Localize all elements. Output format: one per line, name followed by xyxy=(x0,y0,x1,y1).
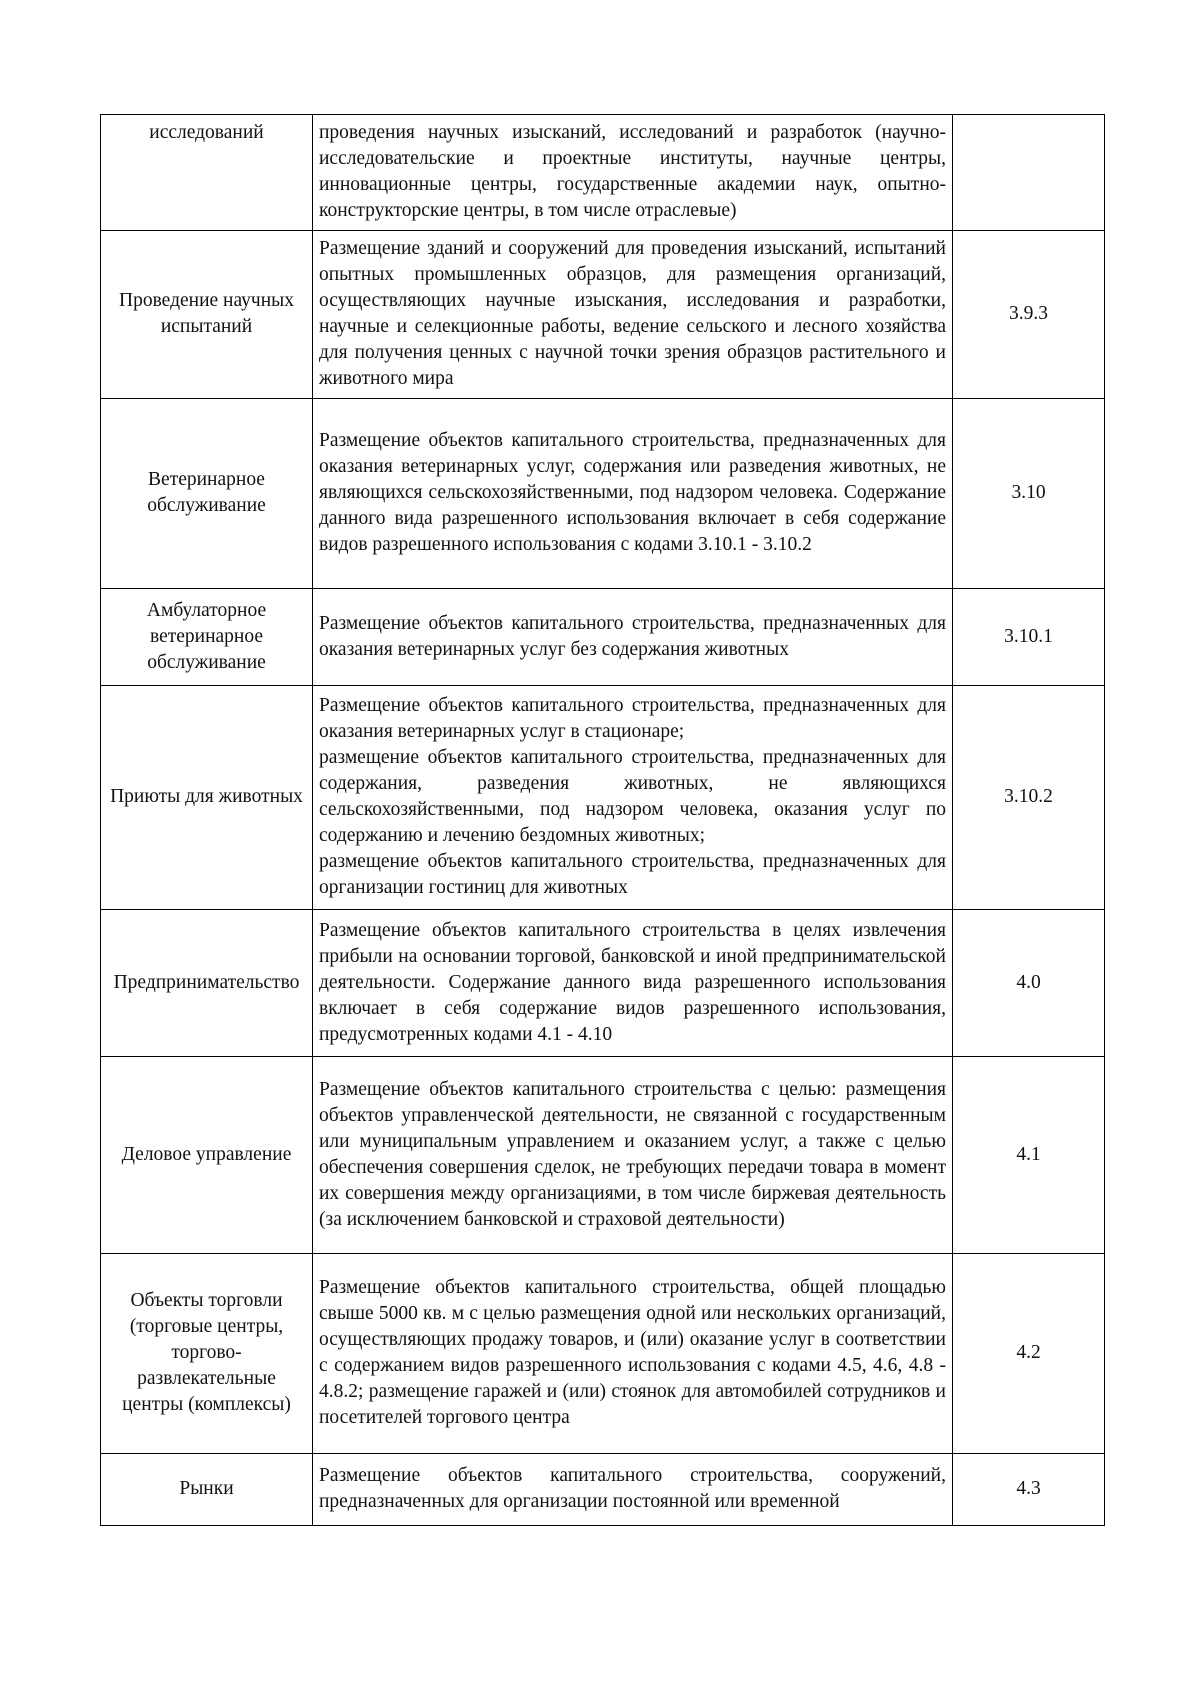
use-type-code: 4.3 xyxy=(953,1454,1105,1526)
document-page xyxy=(100,114,1104,1526)
use-type-description: Размещение объектов капитального строительства, предназначенных для оказания ветеринарных услуг без содержания животных xyxy=(313,589,953,686)
use-type-code: 4.0 xyxy=(953,910,1105,1057)
table-row xyxy=(101,1454,1105,1526)
description-paragraph: размещение объектов капитального строительства, предназначенных для содержания, разведения животных, не являющихся сельскохозяйственными, под надзором человека, оказания услуг по содержанию и лечению бездомных животных; xyxy=(319,747,946,846)
use-type-code: 3.10 xyxy=(953,399,1105,589)
table-row xyxy=(101,589,1105,686)
use-type-name: Объекты торговли (торговые центры, торгово-развлекательные центры (комплексы) xyxy=(101,1254,313,1454)
land-use-table xyxy=(100,114,1105,1526)
use-type-description: Размещение объектов капитального строительства с целью: размещения объектов управленческой деятельности, не связанной с государственным или муниципальным управлением и оказанием услуг, а также с целью обеспечения совершения сделок, не требующих передачи товара в момент их совершения между организациями, в том числе биржевая деятельность (за исключением банковской и страховой деятельности) xyxy=(313,1057,953,1254)
use-type-name: Ветеринарное обслуживание xyxy=(101,399,313,589)
use-type-name: Рынки xyxy=(101,1454,313,1526)
table-row xyxy=(101,686,1105,910)
use-type-description: проведения научных изысканий, исследований и разработок (научно-исследовательские и проектные институты, научные центры, инновационные центры, государственные академии наук, опытно-конструкторские центры, в том числе отраслевые) xyxy=(313,115,953,231)
use-type-code: 3.10.2 xyxy=(953,686,1105,910)
use-type-code: 3.9.3 xyxy=(953,231,1105,399)
table-row xyxy=(101,1254,1105,1454)
use-type-name: Проведение научных испытаний xyxy=(101,231,313,399)
use-type-description: Размещение объектов капитального строительства, сооружений, предназначенных для организации постоянной или временной xyxy=(313,1454,953,1526)
use-type-description: Размещение зданий и сооружений для проведения изысканий, испытаний опытных промышленных образцов, для размещения организаций, осуществляющих научные изыскания, исследования и разработки, научные и селекционные работы, ведение сельского и лесного хозяйства для получения ценных с научной точки зрения образцов растительного и животного мира xyxy=(313,231,953,399)
table-row xyxy=(101,399,1105,589)
use-type-description: Размещение объектов капитального строительства, общей площадью свыше 5000 кв. м с целью размещения одной или нескольких организаций, осуществляющих продажу товаров, и (или) оказание услуг в соответствии с содержанием видов разрешенного использования с кодами 4.5, 4.6, 4.8 - 4.8.2; размещение гаражей и (или) стоянок для автомобилей сотрудников и посетителей торгового центра xyxy=(313,1254,953,1454)
use-type-description: Размещение объектов капитального строительства, предназначенных для оказания ветеринарных услуг, содержания или разведения животных, не являющихся сельскохозяйственными, под надзором человека. Содержание данного вида разрешенного использования включает в себя содержание видов разрешенного использования с кодами 3.10.1 - 3.10.2 xyxy=(313,399,953,589)
use-type-description: Размещение объектов капитального строительства в целях извлечения прибыли на основании торговой, банковской и иной предпринимательской деятельности. Содержание данного вида разрешенного использования включает в себя содержание видов разрешенного использования, предусмотренных кодами 4.1 - 4.10 xyxy=(313,910,953,1057)
use-type-name: Предпринимательство xyxy=(101,910,313,1057)
description-paragraph: размещение объектов капитального строительства, предназначенных для организации гостиниц для животных xyxy=(319,851,946,898)
use-type-description xyxy=(313,686,953,910)
use-type-name: Деловое управление xyxy=(101,1057,313,1254)
table-row xyxy=(101,115,1105,231)
description-paragraph: Размещение объектов капитального строительства, предназначенных для оказания ветеринарных услуг в стационаре; xyxy=(319,695,946,742)
table-row xyxy=(101,910,1105,1057)
use-type-name: исследований xyxy=(101,115,313,231)
table-row xyxy=(101,231,1105,399)
use-type-code: 4.1 xyxy=(953,1057,1105,1254)
use-type-name: Амбулаторное ветеринарное обслуживание xyxy=(101,589,313,686)
use-type-code: 4.2 xyxy=(953,1254,1105,1454)
use-type-code: 3.10.1 xyxy=(953,589,1105,686)
use-type-name: Приюты для животных xyxy=(101,686,313,910)
table-row xyxy=(101,1057,1105,1254)
use-type-code xyxy=(953,115,1105,231)
